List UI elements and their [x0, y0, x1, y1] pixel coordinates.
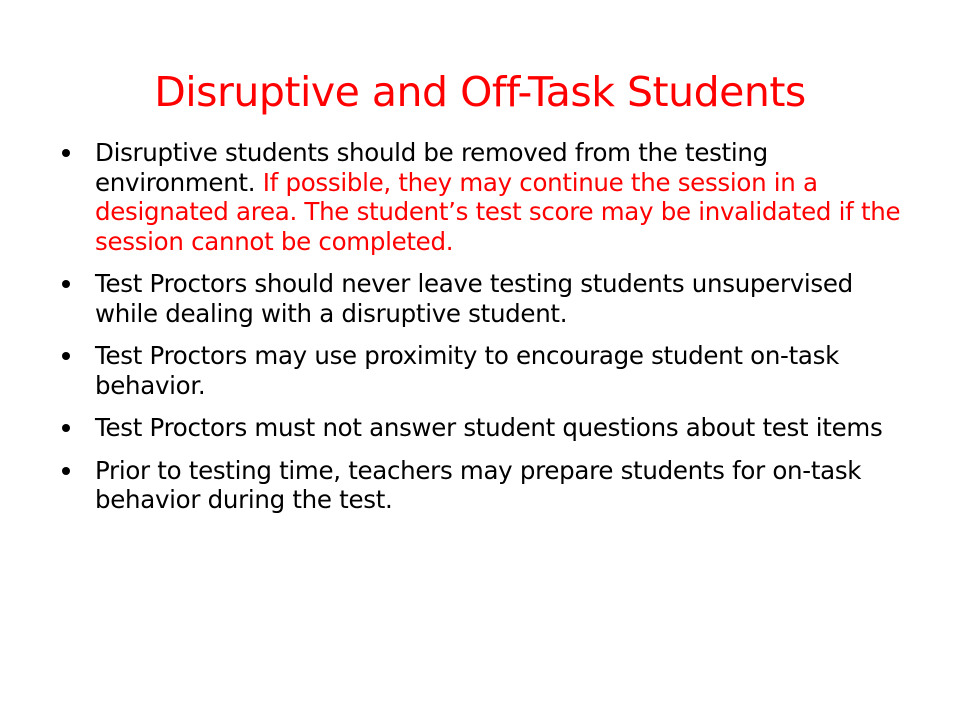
bullet-list — [60, 138, 920, 528]
bullet-text: Test Proctors must not answer student questions about test items — [95, 413, 883, 442]
slide-title: Disruptive and Off-Task Students — [154, 68, 806, 116]
bullet-dot-icon — [62, 467, 70, 475]
bullet-dot-icon — [62, 149, 70, 157]
bullet-text: Test Proctors should never leave testing students unsupervised while dealing with a disruptive student. — [95, 269, 853, 328]
bullet-dot-icon — [62, 352, 70, 360]
bullet-text: Test Proctors may use proximity to encourage student on-task behavior. — [95, 341, 839, 400]
bullet-dot-icon — [62, 280, 70, 288]
bullet-highlight-text: If possible, they may continue the session in a designated area. The student’s test score may be invalidated if the session cannot be completed. — [95, 167, 901, 256]
bullet-dot-icon — [62, 424, 70, 432]
bullet-text: Prior to testing time, teachers may prepare students for on-task behavior during the test. — [95, 455, 862, 514]
bullet-item-preparation — [60, 456, 920, 515]
bullet-item-supervision — [60, 269, 920, 328]
bullet-item-proximity — [60, 341, 920, 400]
bullet-item-questions — [60, 413, 920, 443]
bullet-item-removal — [60, 138, 920, 256]
bullet-text: Disruptive students should be removed from the testing environment. — [95, 138, 768, 197]
